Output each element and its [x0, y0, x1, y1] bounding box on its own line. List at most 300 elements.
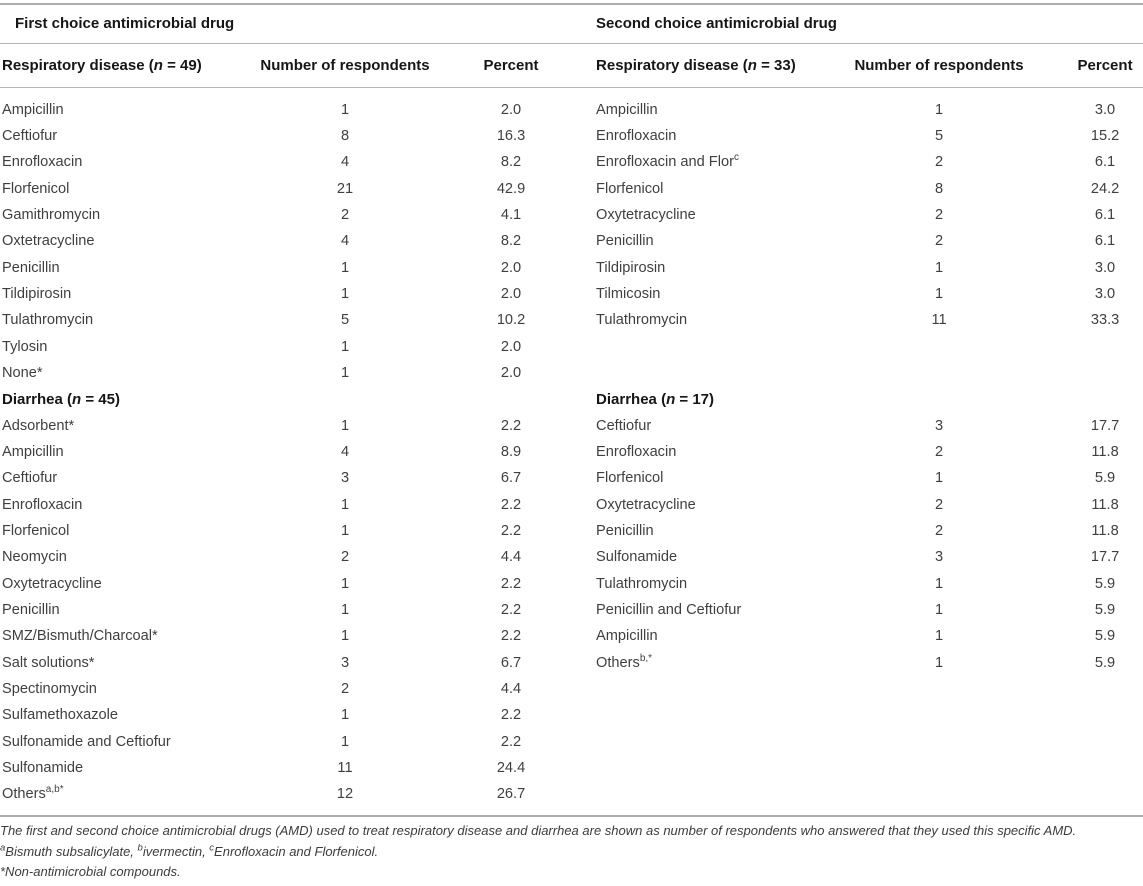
- respondent-count-cell: 3: [340, 470, 350, 487]
- drug-name: Enrofloxacin and Flor: [596, 154, 734, 171]
- table-row: [0, 623, 1143, 649]
- empty-cell: [834, 676, 1044, 702]
- text-fragment: n: [72, 390, 82, 408]
- respondent-count-cell: 4: [340, 443, 350, 460]
- drug-name: Florfenicol: [596, 180, 664, 197]
- drug-name: Adsorbent*: [2, 417, 75, 434]
- drug-name-cell: [594, 254, 834, 280]
- drug-name: Oxytetracycline: [596, 496, 696, 513]
- drug-name-cell: [0, 728, 240, 754]
- column-gap: [572, 781, 594, 816]
- percent-cell: 6.7: [500, 654, 522, 671]
- drug-name-cell: [0, 676, 240, 702]
- empty-cell: [834, 728, 1044, 754]
- drug-name-cell: [0, 439, 240, 465]
- percent-cell: 3.0: [1094, 285, 1116, 302]
- percent-cell: 2.0: [500, 364, 522, 381]
- respondent-count-cell: 1: [340, 628, 350, 645]
- column-gap: [572, 228, 594, 254]
- drug-name: Spectinomycin: [2, 680, 97, 697]
- table-row: [0, 465, 1143, 491]
- percent-cell: 3.0: [1094, 259, 1116, 276]
- drug-name: None*: [2, 364, 43, 381]
- amd-table: [0, 3, 1143, 817]
- text-fragment: Respiratory disease (: [596, 56, 748, 74]
- drug-name: Penicillin: [2, 601, 60, 618]
- drug-name-cell: [0, 228, 240, 254]
- column-gap: [572, 254, 594, 280]
- drug-name: Oxtetracycline: [2, 233, 95, 250]
- superscript-marker: a: [0, 842, 6, 854]
- drug-name: Ampicillin: [596, 101, 658, 118]
- left-respondents-column-header: Number of respondents: [260, 56, 430, 74]
- percent-cell: 16.3: [496, 127, 526, 144]
- respondent-count-cell: 1: [934, 654, 944, 671]
- empty-cell: [1044, 333, 1143, 359]
- respondent-count-cell: 2: [934, 496, 944, 513]
- drug-name: Salt solutions*: [2, 654, 95, 671]
- table-row: [0, 755, 1143, 781]
- column-gap: [572, 649, 594, 675]
- drug-name-cell: [0, 649, 240, 675]
- text-fragment: = 17): [675, 390, 715, 408]
- drug-name: Sulfonamide: [2, 759, 84, 776]
- drug-name-cell: [0, 307, 240, 333]
- table-row: [0, 439, 1143, 465]
- drug-name: Neomycin: [2, 549, 67, 566]
- respondent-count-cell: 2: [934, 154, 944, 171]
- empty-cell: [594, 702, 834, 728]
- drug-name: Tildipirosin: [2, 285, 72, 302]
- empty-cell: [594, 333, 834, 359]
- drug-name-cell: [594, 544, 834, 570]
- empty-cell: [1044, 360, 1143, 386]
- percent-cell: 4.4: [500, 680, 522, 697]
- column-gap: [572, 281, 594, 307]
- drug-name: Tulathromycin: [596, 312, 688, 329]
- empty-cell: [1044, 755, 1143, 781]
- second-choice-group-header: Second choice antimicrobial drug: [596, 15, 837, 33]
- column-gap: [572, 465, 594, 491]
- column-gap: [572, 412, 594, 438]
- drug-name-cell: [594, 597, 834, 623]
- percent-cell: 11.8: [1091, 522, 1119, 539]
- table-row: [0, 781, 1143, 816]
- percent-cell: 2.0: [500, 259, 522, 276]
- respondent-count-cell: 1: [340, 364, 350, 381]
- respondent-count-cell: 1: [340, 733, 350, 750]
- drug-name: Florfenicol: [2, 180, 70, 197]
- drug-name: Tilmicosin: [596, 285, 661, 302]
- percent-cell: 4.4: [500, 549, 522, 566]
- table-row: [0, 597, 1143, 623]
- drug-name-cell: [594, 87, 834, 123]
- column-gap: [572, 623, 594, 649]
- percent-cell: 6.1: [1094, 206, 1116, 223]
- drug-name: Enrofloxacin: [2, 496, 83, 513]
- drug-name-cell: [0, 87, 240, 123]
- section-header-cell: [0, 386, 240, 412]
- drug-name: Oxytetracycline: [596, 206, 696, 223]
- respondent-count-cell: 4: [340, 154, 350, 171]
- drug-name-cell: [594, 202, 834, 228]
- percent-cell: 10.2: [496, 312, 526, 329]
- drug-name-cell: [594, 465, 834, 491]
- respondent-count-cell: 1: [934, 470, 944, 487]
- drug-name-cell: [0, 597, 240, 623]
- table-row: [0, 544, 1143, 570]
- drug-name: Ceftiofur: [2, 127, 58, 144]
- table-row: [0, 702, 1143, 728]
- text-fragment: n: [153, 56, 163, 74]
- table-row: [0, 228, 1143, 254]
- drug-name-cell: [594, 439, 834, 465]
- drug-name-cell: [0, 175, 240, 201]
- percent-cell: 42.9: [496, 180, 526, 197]
- percent-cell: 6.7: [500, 470, 522, 487]
- text-fragment: *Non-antimicrobial compounds.: [0, 864, 181, 880]
- column-gap: [572, 518, 594, 544]
- respondent-count-cell: 1: [340, 259, 350, 276]
- table-row: [0, 333, 1143, 359]
- respondent-count-cell: 2: [934, 522, 944, 539]
- respondent-count-cell: 1: [934, 101, 944, 118]
- respondent-count-cell: 12: [336, 786, 354, 803]
- drug-name: Ceftiofur: [2, 470, 58, 487]
- percent-cell: 2.2: [500, 707, 522, 724]
- column-gap: [572, 386, 594, 412]
- empty-cell: [594, 360, 834, 386]
- drug-name: Ampicillin: [2, 101, 64, 118]
- column-gap: [572, 570, 594, 596]
- table-row: [0, 202, 1143, 228]
- percent-cell: 17.7: [1090, 417, 1120, 434]
- percent-cell: 11.8: [1091, 496, 1119, 513]
- drug-name: Tildipirosin: [596, 259, 666, 276]
- empty-cell: [834, 386, 1044, 412]
- table-row: [0, 491, 1143, 517]
- percent-cell: 11.8: [1091, 443, 1119, 460]
- respondent-count-cell: 1: [934, 601, 944, 618]
- empty-cell: [834, 333, 1044, 359]
- table-row: [0, 518, 1143, 544]
- empty-cell: [594, 728, 834, 754]
- text-fragment: = 33): [756, 56, 796, 74]
- percent-cell: 5.9: [1094, 575, 1116, 592]
- table-row: [0, 175, 1143, 201]
- drug-name-cell: [0, 544, 240, 570]
- table-row: [0, 360, 1143, 386]
- column-header-row: [0, 43, 1143, 87]
- percent-cell: 2.2: [500, 575, 522, 592]
- table-row: [0, 307, 1143, 333]
- table-footnotes: [0, 817, 1143, 883]
- drug-name-cell: [594, 123, 834, 149]
- column-gap: [572, 544, 594, 570]
- respondent-count-cell: 2: [340, 549, 350, 566]
- drug-name-cell: [594, 149, 834, 175]
- section-header-cell: [594, 386, 834, 412]
- respondent-count-cell: 1: [340, 496, 350, 513]
- percent-cell: 2.2: [500, 733, 522, 750]
- drug-name-cell: [0, 333, 240, 359]
- drug-name: Penicillin: [596, 233, 654, 250]
- respondent-count-cell: 3: [934, 417, 944, 434]
- percent-cell: 5.9: [1094, 470, 1116, 487]
- drug-name-cell: [594, 649, 834, 675]
- drug-name: Others: [2, 786, 46, 803]
- text-fragment: n: [666, 390, 676, 408]
- footnote-line: [0, 842, 1143, 863]
- percent-cell: 24.2: [1090, 180, 1120, 197]
- drug-name-cell: [0, 491, 240, 517]
- empty-cell: [450, 386, 572, 412]
- superscript-marker: b,*: [639, 652, 653, 664]
- text-fragment: ivermectin,: [142, 843, 210, 859]
- empty-cell: [1044, 702, 1143, 728]
- drug-name-cell: [0, 149, 240, 175]
- percent-cell: 5.9: [1094, 628, 1116, 645]
- respondent-count-cell: 1: [340, 338, 350, 355]
- percent-cell: 4.1: [500, 206, 522, 223]
- text-fragment: Diarrhea (: [596, 390, 667, 408]
- column-gap: [572, 87, 594, 123]
- column-gap: [572, 676, 594, 702]
- table-row: [0, 412, 1143, 438]
- drug-name: Enrofloxacin: [596, 127, 677, 144]
- respondent-count-cell: 2: [934, 443, 944, 460]
- column-gap: [572, 123, 594, 149]
- respondent-count-cell: 11: [337, 759, 353, 776]
- drug-name-cell: [0, 412, 240, 438]
- drug-name-cell: [0, 281, 240, 307]
- text-fragment: = 45): [81, 390, 120, 408]
- table-body: [0, 87, 1143, 816]
- table-row: [0, 728, 1143, 754]
- table-row: [0, 676, 1143, 702]
- drug-name: Ampicillin: [2, 443, 64, 460]
- drug-name-cell: [594, 175, 834, 201]
- footnote-line: [0, 862, 1143, 883]
- drug-name-cell: [594, 228, 834, 254]
- drug-name: Enrofloxacin: [2, 154, 83, 171]
- table-row: [0, 281, 1143, 307]
- drug-name-cell: [0, 623, 240, 649]
- superscript-marker: b: [137, 842, 143, 854]
- percent-cell: 8.2: [500, 154, 522, 171]
- table-row: [0, 254, 1143, 280]
- percent-cell: 17.7: [1090, 549, 1120, 566]
- percent-cell: 2.0: [500, 285, 522, 302]
- percent-cell: 6.1: [1094, 154, 1116, 171]
- table-row: [0, 649, 1143, 675]
- text-fragment: Respiratory disease (: [2, 56, 154, 74]
- respondent-count-cell: 1: [340, 101, 350, 118]
- drug-name: Sulfamethoxazole: [2, 707, 119, 724]
- drug-name-cell: [594, 570, 834, 596]
- percent-cell: 3.0: [1094, 101, 1116, 118]
- respondent-count-cell: 1: [934, 285, 944, 302]
- drug-name-cell: [594, 491, 834, 517]
- percent-cell: 24.4: [496, 759, 526, 776]
- empty-cell: [1044, 781, 1143, 816]
- respondent-count-cell: 1: [934, 628, 944, 645]
- table-row: [0, 570, 1143, 596]
- column-gap: [572, 755, 594, 781]
- empty-cell: [1044, 676, 1143, 702]
- empty-cell: [834, 781, 1044, 816]
- percent-cell: 6.1: [1094, 233, 1116, 250]
- percent-cell: 33.3: [1090, 312, 1120, 329]
- drug-name: Florfenicol: [2, 522, 70, 539]
- column-gap: [572, 149, 594, 175]
- drug-name: Ceftiofur: [596, 417, 652, 434]
- superscript-marker: a,b*: [45, 784, 64, 796]
- percent-cell: 2.0: [500, 338, 522, 355]
- percent-cell: 2.2: [500, 496, 522, 513]
- percent-cell: 2.2: [500, 522, 522, 539]
- text-fragment: Diarrhea (: [2, 390, 73, 408]
- respondent-count-cell: 1: [340, 707, 350, 724]
- respondent-count-cell: 4: [340, 233, 350, 250]
- drug-name: Sulfonamide: [596, 549, 678, 566]
- left-percent-column-header: Percent: [483, 56, 539, 74]
- drug-name: Ampicillin: [596, 628, 658, 645]
- column-gap: [572, 702, 594, 728]
- drug-name: SMZ/Bismuth/Charcoal*: [2, 628, 158, 645]
- drug-name: Tulathromycin: [2, 312, 94, 329]
- footnote-line: [0, 821, 1143, 842]
- respondent-count-cell: 5: [934, 127, 944, 144]
- respondent-count-cell: 1: [340, 575, 350, 592]
- column-gap: [572, 202, 594, 228]
- respondent-count-cell: 5: [340, 312, 350, 329]
- text-fragment: Bismuth subsalicylate,: [5, 843, 138, 859]
- first-choice-group-header: First choice antimicrobial drug: [15, 15, 235, 33]
- drug-name-cell: [0, 465, 240, 491]
- text-fragment: n: [747, 56, 757, 74]
- empty-cell: [1044, 386, 1143, 412]
- respondent-count-cell: 8: [934, 180, 944, 197]
- drug-name: Penicillin: [596, 522, 654, 539]
- table-row: [0, 386, 1143, 412]
- respondent-count-cell: 3: [934, 549, 944, 566]
- drug-name: Enrofloxacin: [596, 443, 677, 460]
- respondent-count-cell: 11: [931, 312, 947, 329]
- percent-cell: 2.2: [500, 417, 522, 434]
- column-gap: [572, 175, 594, 201]
- respondent-count-cell: 2: [934, 233, 944, 250]
- drug-name-cell: [0, 518, 240, 544]
- empty-cell: [240, 386, 450, 412]
- right-percent-column-header: Percent: [1077, 56, 1133, 74]
- column-gap: [572, 307, 594, 333]
- drug-name-cell: [594, 307, 834, 333]
- drug-name-cell: [0, 123, 240, 149]
- drug-name-cell: [0, 202, 240, 228]
- empty-cell: [834, 360, 1044, 386]
- percent-cell: 5.9: [1094, 601, 1116, 618]
- empty-cell: [594, 676, 834, 702]
- respondent-count-cell: 3: [340, 654, 350, 671]
- drug-name-cell: [0, 755, 240, 781]
- drug-name-cell: [0, 702, 240, 728]
- respondent-count-cell: 1: [340, 522, 350, 539]
- respondent-count-cell: 1: [340, 417, 350, 434]
- text-fragment: = 49): [162, 56, 202, 74]
- table-row: [0, 87, 1143, 123]
- right-respondents-column-header: Number of respondents: [854, 56, 1024, 74]
- drug-name-cell: [594, 518, 834, 544]
- drug-name: Sulfonamide and Ceftiofur: [2, 733, 171, 750]
- table-head: [0, 4, 1143, 87]
- column-gap: [572, 491, 594, 517]
- respondent-count-cell: 1: [934, 575, 944, 592]
- empty-cell: [594, 781, 834, 816]
- percent-cell: 5.9: [1094, 654, 1116, 671]
- empty-cell: [594, 755, 834, 781]
- drug-name-cell: [594, 281, 834, 307]
- percent-cell: 2.2: [500, 601, 522, 618]
- superscript-marker: c: [733, 152, 739, 164]
- percent-cell: 26.7: [496, 786, 526, 803]
- drug-name-cell: [0, 781, 240, 816]
- empty-cell: [834, 702, 1044, 728]
- drug-name-cell: [594, 412, 834, 438]
- drug-name: Tylosin: [2, 338, 48, 355]
- percent-cell: 8.9: [500, 443, 522, 460]
- percent-cell: 2.2: [500, 628, 522, 645]
- text-fragment: Enrofloxacin and Florfenicol.: [214, 843, 379, 859]
- empty-cell: [834, 755, 1044, 781]
- drug-name-cell: [0, 254, 240, 280]
- respondent-count-cell: 2: [340, 680, 350, 697]
- percent-cell: 8.2: [500, 233, 522, 250]
- respondent-count-cell: 1: [934, 259, 944, 276]
- drug-name-cell: [0, 360, 240, 386]
- drug-name: Penicillin and Ceftiofur: [596, 601, 742, 618]
- respondent-count-cell: 2: [934, 206, 944, 223]
- column-gap: [572, 43, 594, 87]
- drug-name: Penicillin: [2, 259, 60, 276]
- column-gap: [572, 333, 594, 359]
- drug-name: Others: [596, 654, 640, 671]
- column-gap: [572, 360, 594, 386]
- respondent-count-cell: 2: [340, 206, 350, 223]
- group-header-row: [0, 4, 1143, 43]
- drug-name: Florfenicol: [596, 470, 664, 487]
- table-row: [0, 149, 1143, 175]
- drug-name-cell: [594, 623, 834, 649]
- text-fragment: The first and second choice antimicrobial drugs (AMD) used to treat respiratory disease and diarrhea are shown as number of respondents who answered that they used this specific AMD.: [0, 823, 1077, 839]
- drug-name: Gamithromycin: [2, 206, 101, 223]
- column-gap: [572, 597, 594, 623]
- respondent-count-cell: 8: [340, 127, 350, 144]
- table-row: [0, 123, 1143, 149]
- left-disease-column-header: [0, 43, 240, 87]
- drug-name: Oxytetracycline: [2, 575, 102, 592]
- column-gap: [572, 4, 594, 43]
- column-gap: [572, 439, 594, 465]
- drug-name: Tulathromycin: [596, 575, 688, 592]
- percent-cell: 15.2: [1090, 127, 1120, 144]
- respondent-count-cell: 1: [340, 285, 350, 302]
- superscript-marker: c: [209, 842, 215, 854]
- respondent-count-cell: 1: [340, 601, 350, 618]
- percent-cell: 2.0: [500, 101, 522, 118]
- respondent-count-cell: 21: [336, 180, 354, 197]
- column-gap: [572, 728, 594, 754]
